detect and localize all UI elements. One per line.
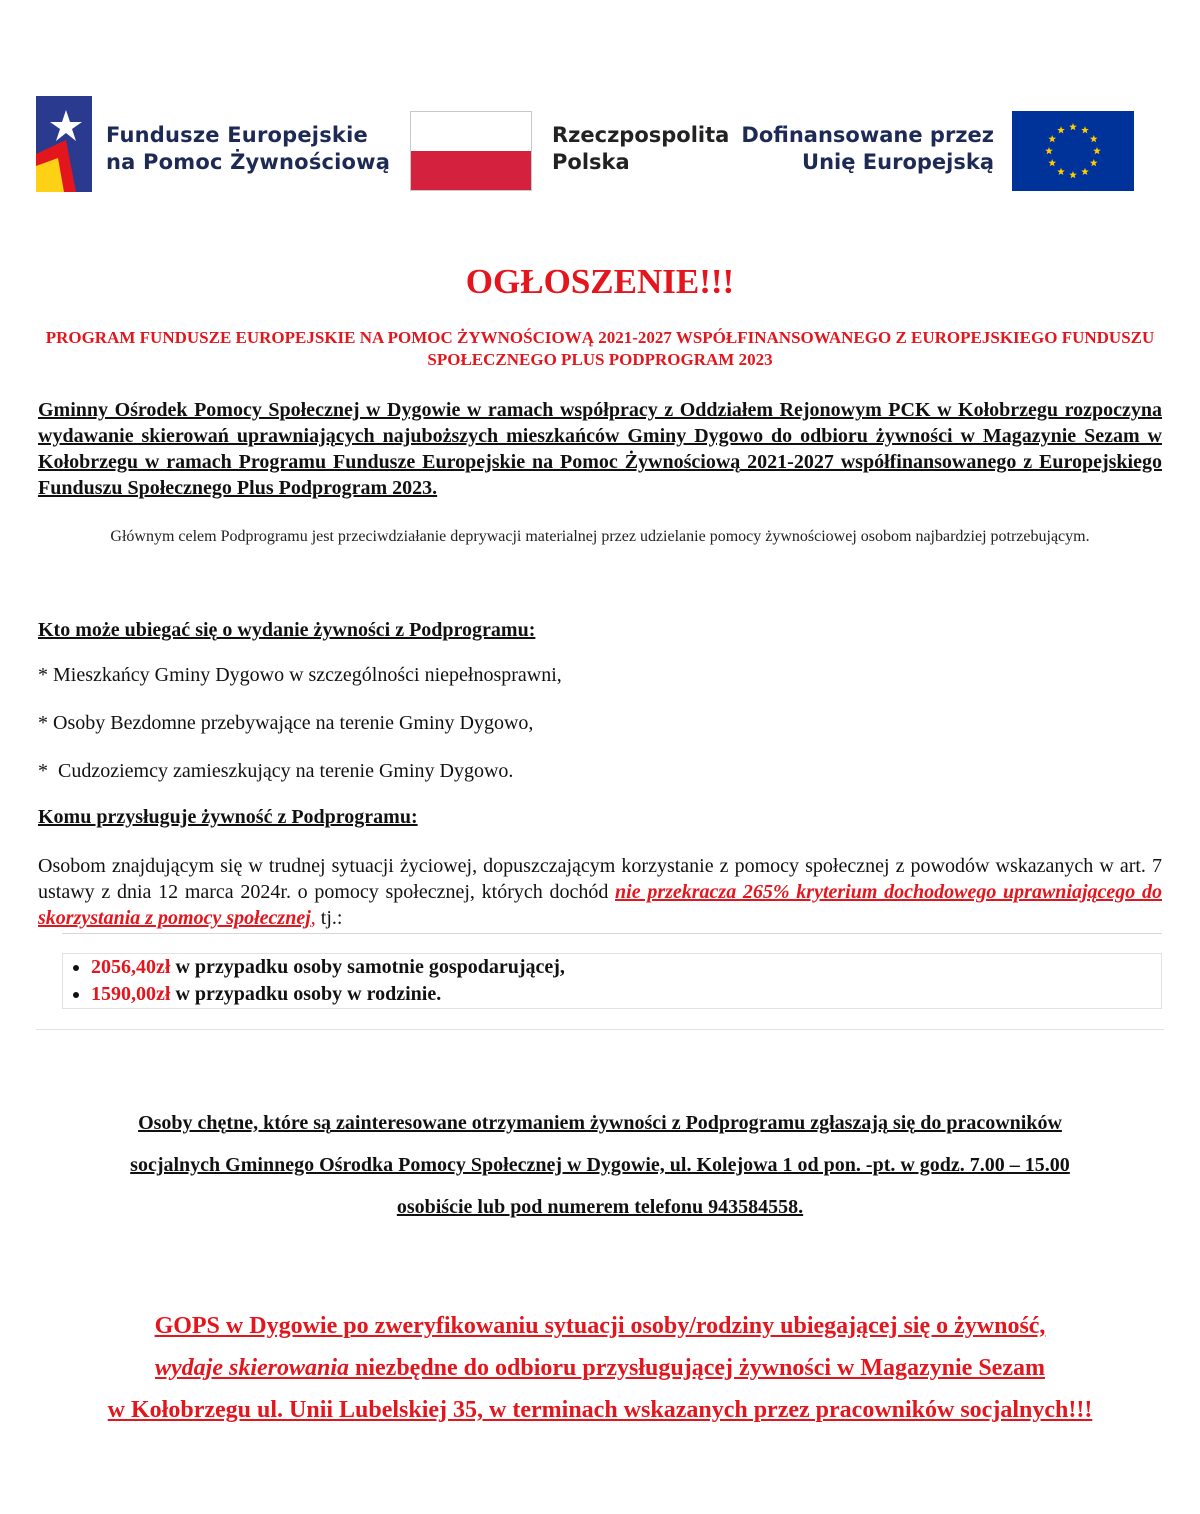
- eu-star-icon: [1090, 159, 1098, 166]
- who-item: * Mieszkańcy Gminy Dygowo w szczególności niepełnosprawni,: [38, 664, 562, 686]
- final-notice: GOPS w Dygowie po zweryfikowaniu sytuacji osoby/rodziny ubiegającej się o żywność, wydaje skierowania niezbędne do odbioru przysługującej żywności w Magazynie Sezam w Kołobrzegu ul. Unii Lubelskiej 35, w terminach wskazanych przez pracowników socjalnych!!!: [107, 1313, 1093, 1423]
- intro-paragraph: Gminny Ośrodek Pomocy Społecznej w Dygowie w ramach współpracy z Oddziałem Rejonowym PCK w Kołobrzegu rozpoczyna wydawanie skierowań uprawniających najuboższych mieszkańców Gminy Dygowo do odbioru żywności w Magazynie Sezam w Kołobrzegu w ramach Programu Fundusze Europejskie na Pomoc Żywnościową 2021-2027 współfinansowanego z Europejskiego Funduszu Społecznego Plus Podprogram 2023.: [38, 399, 1162, 499]
- eu-star-icon: [1048, 135, 1056, 142]
- whom-heading: Komu przysługuje żywność z Podprogramu:: [38, 806, 418, 828]
- divider: [36, 1029, 1164, 1030]
- fundusze-europejskie-text: Fundusze Europejskie na Pomoc Żywnościową: [106, 123, 391, 174]
- program-subtitle: PROGRAM FUNDUSZE EUROPEJSKIE NA POMOC ŻYWNOŚCIOWĄ 2021-2027 WSPÓŁFINANSOWANEGO Z EUROPEJSKIEGO FUNDUSZU SPOŁECZNEGO PLUS PODPROGRAM 2023: [45, 328, 1155, 369]
- who-heading: Kto może ubiegać się o wydanie żywności z Podprogramu:: [38, 619, 536, 641]
- poland-flag-icon: [410, 111, 532, 191]
- eu-star-icon: [1048, 159, 1056, 166]
- contact-info: Osoby chętne, które są zainteresowane otrzymaniem żywności z Podprogramu zgłaszają się do pracowników socjalnych Gminnego Ośrodka Pomocy Społecznej w Dygowie, ul. Kolejowa 1 od pon. -pt. w godz. 7.00 – 15.00 osobiście lub pod numerem telefonu 943584558.: [130, 1112, 1070, 1218]
- eligibility-paragraph: Osobom znajdującym się w trudnej sytuacji życiowej, dopuszczającym korzystanie z pomocy społecznej z powodów wskazanych w art. 7 ustawy z dnia 12 marca 2024r. o pomocy społecznej, których dochód nie przekracza 265% kryterium dochodowego uprawniającego do skorzystania z pomocy społecznej, tj.:: [38, 855, 1163, 929]
- who-item: * Cudzoziemcy zamieszkujący na terenie Gminy Dygowo.: [38, 760, 514, 782]
- fundusze-europejskie-logo-icon: [36, 96, 92, 192]
- goal-paragraph: Głównym celem Podprogramu jest przeciwdziałanie deprywacji materialnej przez udzielanie pomocy żywnościowej osobom najbardziej potrzebującym.: [110, 528, 1090, 545]
- eu-star-icon: [1090, 135, 1098, 142]
- page-title: OGŁOSZENIE!!!: [465, 262, 735, 301]
- eu-cofinanced-text: Dofinansowane przez Unię Europejską: [741, 123, 994, 174]
- logo-bar: [0, 92, 1200, 202]
- income-criterion-text: nie przekracza 265% kryterium dochodowego uprawniającego do skorzystania z pomocy społecznej: [38, 881, 1163, 929]
- eu-star-icon: [1057, 168, 1065, 175]
- who-item: * Osoby Bezdomne przebywające na terenie Gminy Dygowo,: [38, 712, 534, 734]
- list-item: • 2056,40zł w przypadku osoby samotnie gospodarującej,: [91, 954, 1161, 981]
- divider: [62, 933, 1162, 934]
- list-item: • 1590,00zł w przypadku osoby w rodzinie.: [91, 981, 1161, 1008]
- eu-star-icon: [1081, 168, 1089, 175]
- income-thresholds-box: [62, 953, 1162, 1009]
- eu-star-icon: [1057, 126, 1065, 133]
- eu-star-icon: [1081, 126, 1089, 133]
- rzeczpospolita-polska-text: Rzeczpospolita Polska: [552, 123, 730, 174]
- eu-flag-icon: [1012, 111, 1134, 191]
- eu-star-icon: [1069, 123, 1077, 130]
- eu-star-icon: [1045, 147, 1053, 154]
- eu-star-icon: [1069, 171, 1077, 178]
- eu-star-icon: [1093, 147, 1101, 154]
